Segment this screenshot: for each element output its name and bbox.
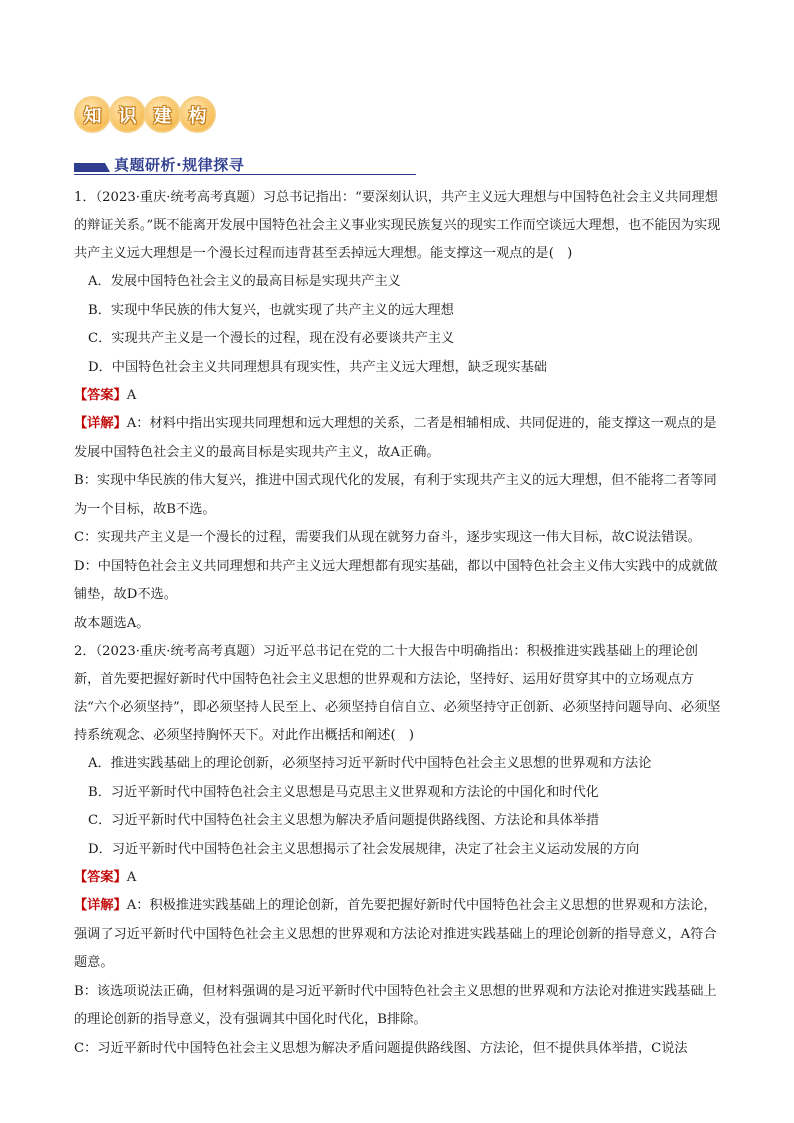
question-2: [74, 638, 722, 1063]
detail-line: 故本题选A。: [74, 615, 150, 631]
detail-label: 【详解】: [74, 416, 127, 431]
question-stem: 2．（2023·重庆·统考高考真题）习近平总书记在党的二十大报告中明确指出：积极推进实践基础上的理论创新，首先要把握好新时代中国特色社会主义思想的世界观和方法论，坚持好、运用好贯穿其中的立场观点方法“六个必须坚持”，即必须坚持人民至上、必须坚持自信自立、必须坚持守正创新、必须坚持问题导向、必须坚持系统观念、必须坚持胸怀天下。对此作出概括和阐述( ): [74, 644, 721, 743]
option-b: B．实现中华民族的伟大复兴，也就实现了共产主义的远大理想: [88, 302, 454, 318]
option-d: D．习近平新时代中国特色社会主义思想揭示了社会发展规律，决定了社会主义运动发展的方向: [88, 841, 640, 857]
detail-first: [74, 410, 722, 467]
option-c: C．习近平新时代中国特色社会主义思想为解决矛盾问题提供路线图、方法论和具体举措: [88, 813, 600, 828]
question-1: [74, 184, 722, 638]
section-bar-decoration: [74, 163, 110, 172]
answer-label: 【答案】: [74, 388, 127, 403]
section-underline: [74, 174, 416, 175]
section-title: 真题研析·规律探寻: [114, 156, 245, 174]
answer-line: [74, 382, 722, 410]
detail-line: C：实现共产主义是一个漫长的过程，需要我们从现在就努力奋斗，逐步实现这一伟大目标，故C说法错误。: [74, 530, 701, 545]
questions-content: [74, 184, 722, 1063]
option-d: D．中国特色社会主义共同理想具有现实性，共产主义远大理想，缺乏现实基础: [88, 359, 547, 375]
option-b: B．习近平新时代中国特色社会主义思想是马克思主义世界观和方法论的中国化和时代化: [88, 784, 599, 800]
answer-value: A: [126, 388, 137, 403]
knowledge-construction-banner: [74, 96, 214, 136]
detail-label: 【详解】: [74, 898, 127, 913]
banner-char: 建: [144, 96, 181, 133]
detail-first: [74, 892, 722, 978]
question-stem: 1．（2023·重庆·统考高考真题）习总书记指出：“要深刻认识，共产主义远大理想与中国特色社会主义共同理想的辩证关系。”既不能离开发展中国特色社会主义事业实现民族复兴的现实工作而空谈远大理想，也不能因为实现共产主义远大理想是一个漫长过程而违背甚至丢掉远大理想。能支撑这一观点的是( ): [74, 190, 721, 261]
detail-text: A：积极推进实践基础上的理论创新，首先要把握好新时代中国特色社会主义思想的世界观和方法论，强调了习近平新时代中国特色社会主义思想的世界观和方法论对推进实践基础上的理论创新的指导意义，A符合题意。: [74, 898, 717, 970]
answer-label: 【答案】: [74, 870, 127, 885]
answer-line: [74, 864, 722, 892]
option-c: C．实现共产主义是一个漫长的过程，现在没有必要谈共产主义: [88, 331, 455, 346]
banner-char: 知: [74, 96, 111, 133]
option-a: A．推进实践基础上的理论创新，必须坚持习近平新时代中国特色社会主义思想的世界观和方法论: [88, 756, 652, 771]
detail-line: C：习近平新时代中国特色社会主义思想为解决矛盾问题提供路线图、方法论，但不提供具体举措，C说法: [74, 1040, 688, 1056]
section-heading: [74, 154, 416, 176]
option-a: A．发展中国特色社会主义的最高目标是实现共产主义: [88, 274, 401, 289]
detail-text: A：材料中指出实现共同理想和远大理想的关系，二者是相辅相成、共同促进的，能支撑这一观点的是发展中国特色社会主义的最高目标是实现共产主义，故A正确。: [74, 416, 717, 460]
detail-line: D：中国特色社会主义共同理想和共产主义远大理想都有现实基础，都以中国特色社会主义伟大实践中的成就做铺垫，故D不选。: [74, 558, 718, 602]
answer-value: A: [126, 870, 137, 885]
banner-char: 识: [109, 96, 146, 133]
detail-line: B：实现中华民族的伟大复兴，推进中国式现代化的发展，有利于实现共产主义的远大理想，但不能将二者等同为一个目标，故B不选。: [74, 473, 717, 517]
detail-line: B：该选项说法正确，但材料强调的是习近平新时代中国特色社会主义思想的世界观和方法论对推进实践基础上的理论创新的指导意义，没有强调其中国化时代化，B排除。: [74, 983, 717, 1027]
banner-char: 构: [179, 96, 216, 133]
